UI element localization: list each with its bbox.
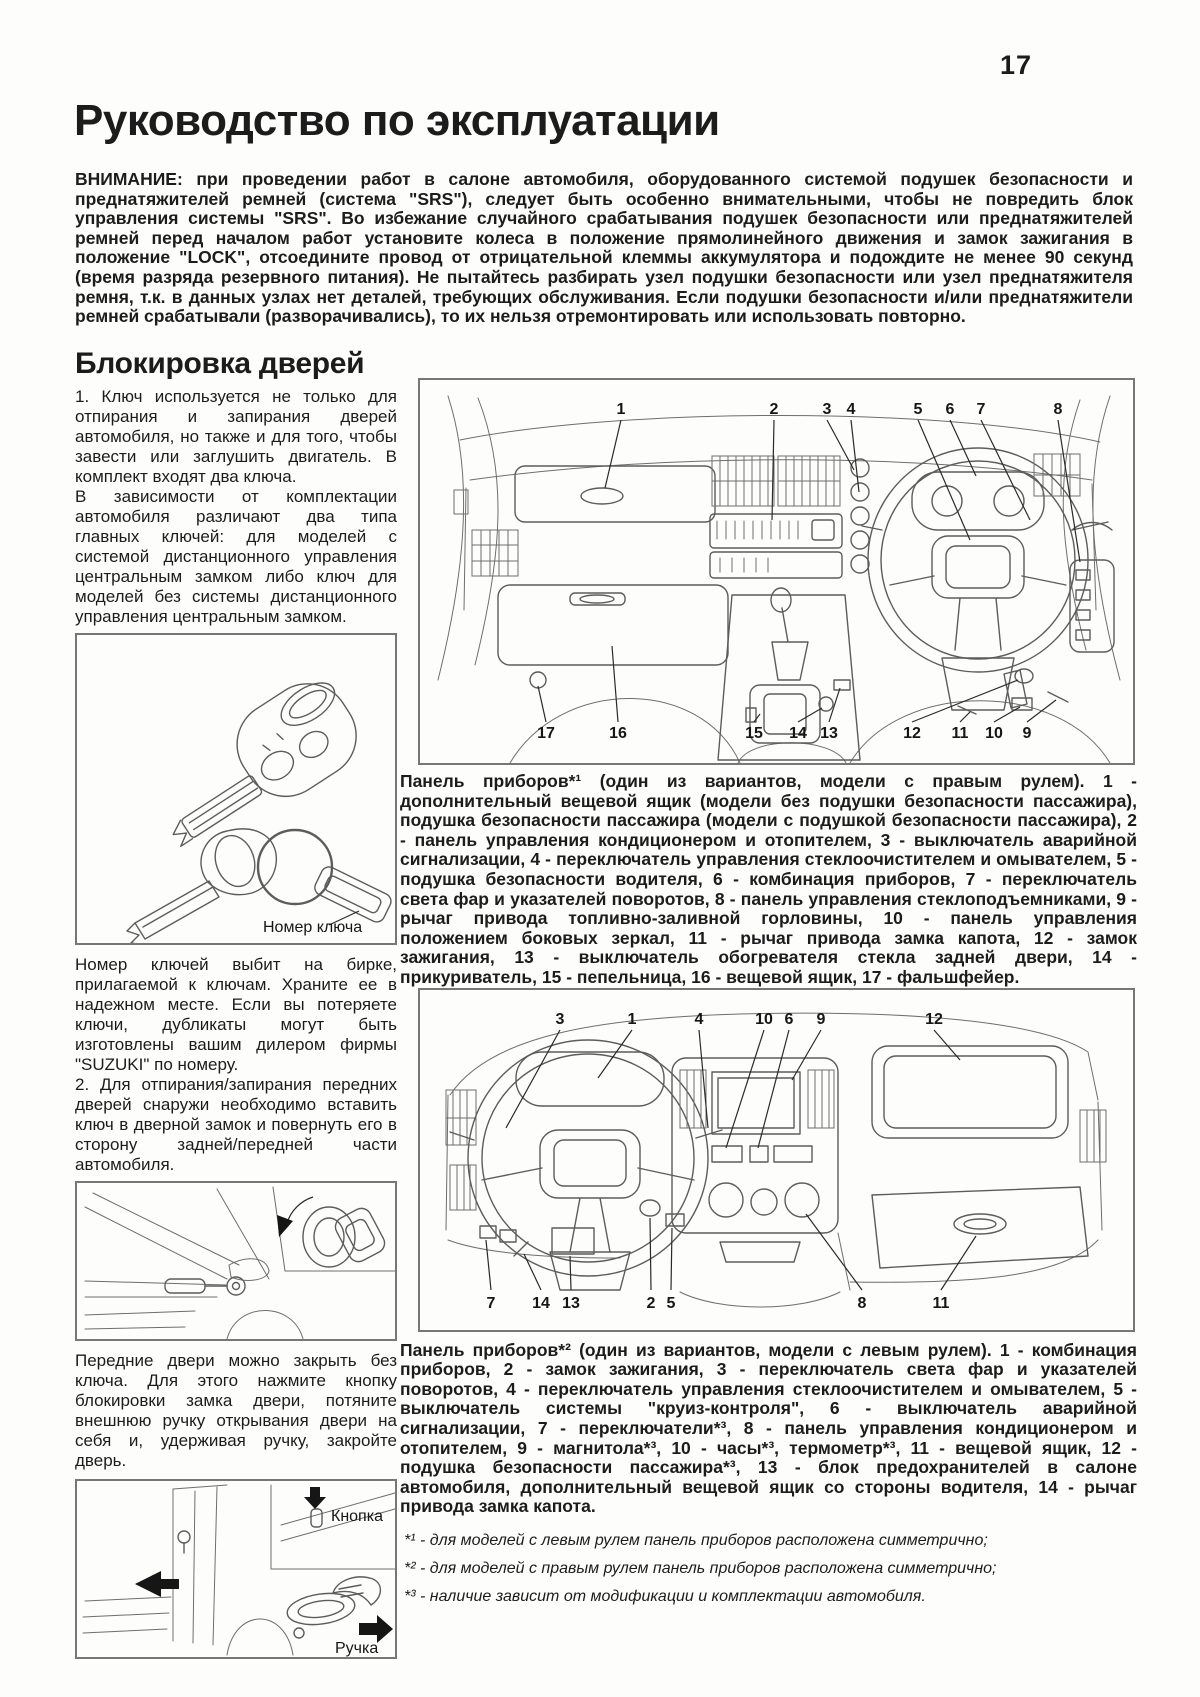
callout-number: 11	[951, 725, 969, 742]
figure-dashboard-lhd	[418, 988, 1135, 1332]
callout-number: 3	[822, 401, 832, 418]
caption-dashboard-lhd: Панель приборов*² (один из вариантов, модели с левым рулем). 1 - комбинация приборов, 2 - замок зажигания, 3 - переключатель света фар и указателей поворотов, 4 - переключатель управления стеклоочистителем и омывателем, 5 - выключатель системы "круиз-контроля", 6 - выключатель аварийной сигнализации, 7 - переключатели*³, 8 - панель управления кондиционером и отопителем, 9 - магнитола*³, 10 - часы*³, термометр*³, 11 - вещевой ящик, 12 - подушка безопасности пассажира*³, 13 - блок предохранителей в салоне автомобиля, дополнительный вещевой ящик со стороны водителя, 14 - рычаг привода замка капота.	[400, 1339, 1137, 1517]
page-title: Руководство по эксплуатации	[74, 96, 720, 145]
figure-door-lock	[75, 1181, 397, 1341]
callout-number: 12	[925, 1010, 943, 1028]
callout-number: 11	[932, 1294, 950, 1312]
callout-number: 14	[532, 1294, 550, 1312]
caption-dashboard-rhd: Панель приборов*¹ (один из вариантов, модели с правым рулем). 1 - дополнительный вещевой ящик (модели без подушки безопасности пассажира), подушка безопасности пассажира (модели с подушкой безопасности пассажира), 2 - панель управления кондиционером и отопителем, 3 - выключатель аварийной сигнализации, 4 - переключатель управления стеклоочистителем и омывателем, 5 - подушка безопасности водителя, 6 - комбинация приборов, 7 - переключатель света фар и указателей поворотов, 8 - панель управления стеклоподъемниками, 9 - рычаг привода топливно-заливной горловины, 10 - панель управления положением боковых зеркал, 11 - рычаг привода замка капота, 12 - замок зажигания, 13 - выключатель обогревателя стекла задней двери, 14 - прикуриватель, 15 - пепельница, 16 - вещевой ящик, 17 - фальшфейер.	[400, 771, 1137, 987]
callout-number: 13	[562, 1294, 580, 1312]
right-column	[400, 378, 1137, 1611]
paragraph-close-without-key: Передние двери можно закрыть без ключа. Для этого нажмите кнопку блокировки замка двери, потяните внешнюю ручку открывания двери на себя и, удерживая ручку, закройте дверь.	[75, 1351, 397, 1470]
figure-dashboard-rhd	[418, 378, 1135, 765]
callout-number: 7	[976, 401, 986, 418]
callout-number: 14	[789, 725, 807, 742]
callout-number: 16	[609, 725, 627, 742]
keys-illustration	[77, 635, 395, 943]
section-heading: Блокировка дверей	[75, 347, 365, 380]
callout-number: 6	[945, 401, 955, 418]
callout-number: 8	[1053, 401, 1063, 418]
footnote-2: *² - для моделей с правым рулем панель приборов расположена симметрично;	[404, 1559, 997, 1577]
callout-number: 12	[903, 725, 921, 742]
callout-number: 13	[820, 725, 838, 742]
footnote-3: *³ - наличие зависит от модификации и комплектации автомобиля.	[404, 1587, 926, 1605]
warning-paragraph: ВНИМАНИЕ: при проведении работ в салоне автомобиля, оборудованного системой подушек безопасности и преднатяжителей ремней (система "SRS"), следует быть особенно внимательными, чтобы не повредить блок управления системы "SRS". Во избежание случайного срабатывания подушек безопасности или преднатяжителей ремней перед началом работ установите колеса в положение прямолинейного движения и замок зажигания в положение "LOCK", отсоедините провод от отрицательной клеммы аккумулятора и подождите не менее 90 секунд (время разряда резервного питания). Не пытайтесь разбирать узел подушки безопасности или узел преднатяжителя ремня, т.к. в данных узлах нет деталей, требующих обслуживания. Если подушки безопасности и/или преднатяжители ремней срабатывали (разворачивались), то их нельзя отремонтировать или использовать повторно.	[75, 169, 1133, 327]
callout-number: 8	[857, 1294, 867, 1312]
callout-number: 1	[616, 401, 626, 418]
figure-keys	[75, 633, 397, 945]
door-handle-label: Ручка	[335, 1640, 379, 1657]
door-button-label: Кнопка	[331, 1508, 383, 1525]
callout-number: 9	[816, 1010, 826, 1028]
callout-number: 7	[486, 1294, 496, 1312]
callout-number: 2	[769, 401, 779, 418]
callout-number: 15	[745, 725, 763, 742]
callout-number: 6	[784, 1010, 794, 1028]
callout-number: 2	[646, 1294, 656, 1312]
keys-figure-label: Номер ключа	[263, 919, 363, 936]
callout-number: 10	[755, 1010, 773, 1028]
page-number: 17	[1000, 50, 1033, 80]
footnote-1: *¹ - для моделей с левым рулем панель приборов расположена симметрично;	[404, 1531, 988, 1549]
paragraph-unlock-doors: 2. Для отпирания/запирания передних дверей снаружи необходимо вставить ключ в дверной замок и повернуть его в сторону задней/передней части автомобиля.	[75, 1075, 397, 1174]
paragraph-key-types: В зависимости от комплектации автомобиля различают два типа главных ключей: для моделей с системой дистанционного управления центральным замком либо ключ для моделей без системы дистанционного управления центральным замком.	[75, 487, 397, 626]
left-column	[75, 347, 397, 1659]
callout-number: 17	[537, 725, 555, 742]
callout-number: 4	[694, 1010, 704, 1028]
callout-number: 5	[913, 401, 923, 418]
callout-number: 9	[1022, 725, 1032, 742]
paragraph-key-number: Номер ключей выбит на бирке, прилагаемой к ключам. Храните ее в надежном месте. Если вы потеряете ключи, дубликаты могут быть изготовлены вашим дилером фирмы "SUZUKI" по номеру.	[75, 955, 397, 1074]
callout-number: 3	[555, 1010, 565, 1028]
paragraph-key-usage: 1. Ключ используется не только для отпирания и запирания дверей автомобиля, но также и для того, чтобы завести или заглушить двигатель. В комплект входят два ключа.	[75, 387, 397, 486]
dashboard-rhd-illustration	[420, 380, 1133, 763]
door-lock-illustration	[77, 1183, 395, 1339]
figure-door-button-handle	[75, 1479, 397, 1659]
callout-number: 5	[666, 1294, 676, 1312]
callout-number: 4	[846, 401, 856, 418]
dashboard-lhd-illustration	[420, 990, 1133, 1330]
callout-number: 10	[985, 725, 1003, 742]
callout-number: 1	[627, 1010, 637, 1028]
door-button-handle-illustration	[77, 1481, 395, 1657]
footnotes	[404, 1527, 1137, 1611]
